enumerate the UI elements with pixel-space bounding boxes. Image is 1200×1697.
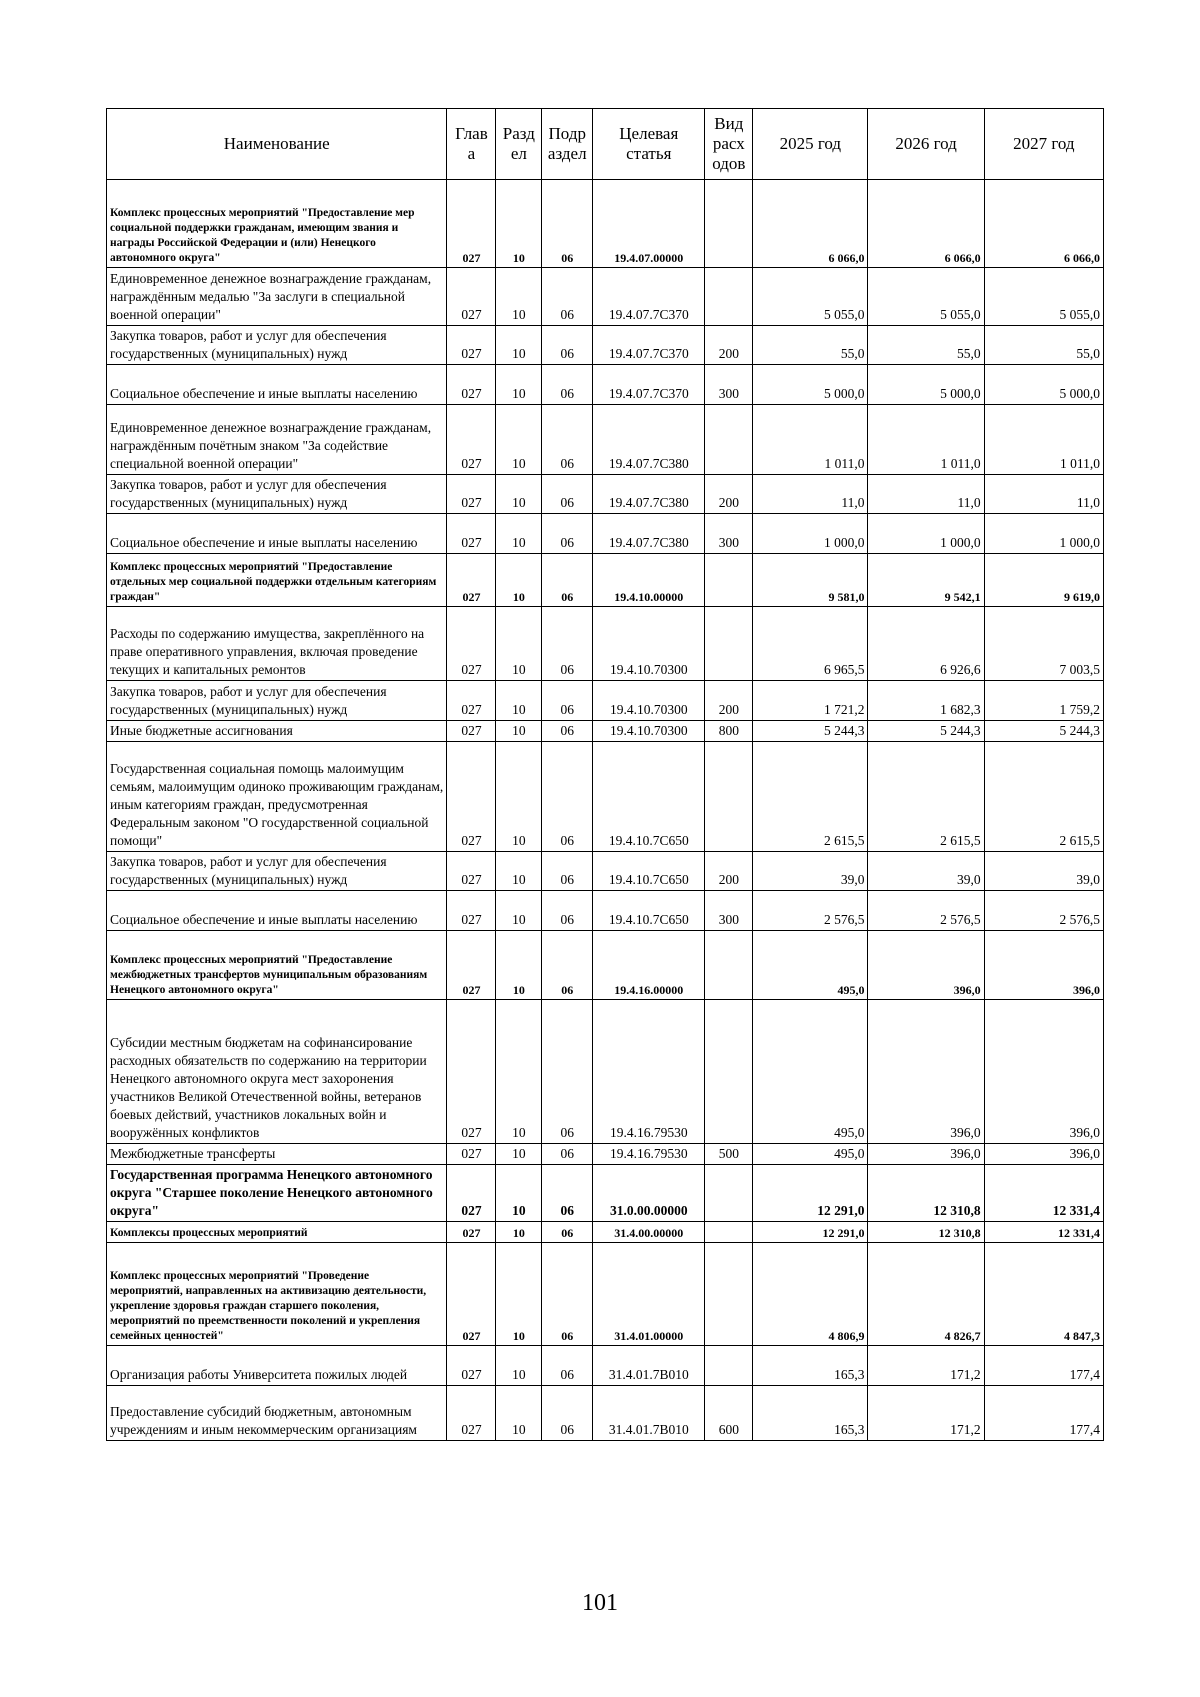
header-row xyxy=(107,109,1104,180)
cell-podrazdel: 06 xyxy=(542,891,593,931)
cell-podrazdel: 06 xyxy=(542,852,593,891)
cell-glava: 027 xyxy=(447,1346,496,1386)
cell-name: Закупка товаров, работ и услуг для обеспечения государственных (муниципальных) нужд xyxy=(107,326,447,365)
header-vid: Вид расх одов xyxy=(705,109,753,180)
cell-vid xyxy=(705,931,753,1000)
cell-2027: 1 000,0 xyxy=(984,514,1103,554)
cell-razdel: 10 xyxy=(496,1222,542,1243)
cell-razdel: 10 xyxy=(496,1165,542,1222)
cell-podrazdel: 06 xyxy=(542,326,593,365)
table-row xyxy=(107,931,1104,1000)
cell-2025: 495,0 xyxy=(753,931,868,1000)
cell-2025: 5 244,3 xyxy=(753,721,868,742)
cell-razdel: 10 xyxy=(496,931,542,1000)
cell-name: Комплекс процессных мероприятий "Проведение мероприятий, направленных на активизацию деятельности, укрепление здоровья граждан старшего поколения, мероприятий по преемственности поколений и укрепления семейных ценностей" xyxy=(107,1243,447,1346)
cell-glava: 027 xyxy=(447,1144,496,1165)
table-row xyxy=(107,475,1104,514)
cell-2025: 2 615,5 xyxy=(753,742,868,852)
cell-podrazdel: 06 xyxy=(542,1165,593,1222)
cell-glava: 027 xyxy=(447,326,496,365)
cell-2025: 6 965,5 xyxy=(753,607,868,681)
cell-razdel: 10 xyxy=(496,1243,542,1346)
cell-glava: 027 xyxy=(447,1243,496,1346)
cell-2026: 12 310,8 xyxy=(868,1222,984,1243)
cell-name: Комплексы процессных мероприятий xyxy=(107,1222,447,1243)
cell-2026: 2 615,5 xyxy=(868,742,984,852)
cell-vid xyxy=(705,1222,753,1243)
cell-podrazdel: 06 xyxy=(542,721,593,742)
table-row xyxy=(107,365,1104,405)
header-podrazdel: Подр аздел xyxy=(542,109,593,180)
cell-razdel: 10 xyxy=(496,852,542,891)
cell-celevaya: 19.4.07.00000 xyxy=(593,180,705,268)
cell-name: Закупка товаров, работ и услуг для обеспечения государственных (муниципальных) нужд xyxy=(107,852,447,891)
cell-2026: 1 000,0 xyxy=(868,514,984,554)
cell-2027: 12 331,4 xyxy=(984,1222,1103,1243)
cell-celevaya: 19.4.07.7С380 xyxy=(593,514,705,554)
cell-glava: 027 xyxy=(447,681,496,721)
cell-2027: 39,0 xyxy=(984,852,1103,891)
cell-name: Социальное обеспечение и иные выплаты населению xyxy=(107,365,447,405)
cell-celevaya: 19.4.16.79530 xyxy=(593,1000,705,1144)
cell-podrazdel: 06 xyxy=(542,607,593,681)
cell-celevaya: 19.4.07.7С380 xyxy=(593,475,705,514)
cell-podrazdel: 06 xyxy=(542,1346,593,1386)
table-row xyxy=(107,852,1104,891)
header-celevaya: Целевая статья xyxy=(593,109,705,180)
cell-podrazdel: 06 xyxy=(542,554,593,607)
cell-vid: 200 xyxy=(705,326,753,365)
header-2025: 2025 год xyxy=(753,109,868,180)
cell-vid: 300 xyxy=(705,365,753,405)
cell-name: Субсидии местным бюджетам на софинансирование расходных обязательств по содержанию на территории Ненецкого автономного округа мест захоронения участников Великой Отечественной войны, ветеранов боевых действий, участников локальных войн и вооружённых конфликтов xyxy=(107,1000,447,1144)
cell-celevaya: 31.4.01.00000 xyxy=(593,1243,705,1346)
cell-vid: 300 xyxy=(705,891,753,931)
cell-2025: 5 000,0 xyxy=(753,365,868,405)
cell-2025: 165,3 xyxy=(753,1346,868,1386)
table-row xyxy=(107,1243,1104,1346)
cell-2025: 4 806,9 xyxy=(753,1243,868,1346)
cell-2027: 5 000,0 xyxy=(984,365,1103,405)
cell-2027: 177,4 xyxy=(984,1346,1103,1386)
cell-razdel: 10 xyxy=(496,268,542,326)
cell-2026: 6 926,6 xyxy=(868,607,984,681)
cell-2025: 6 066,0 xyxy=(753,180,868,268)
cell-celevaya: 19.4.07.7С370 xyxy=(593,326,705,365)
cell-celevaya: 19.4.10.7С650 xyxy=(593,742,705,852)
cell-2025: 495,0 xyxy=(753,1144,868,1165)
table-row xyxy=(107,268,1104,326)
cell-vid xyxy=(705,405,753,475)
cell-name: Социальное обеспечение и иные выплаты населению xyxy=(107,891,447,931)
table-row xyxy=(107,405,1104,475)
cell-2027: 4 847,3 xyxy=(984,1243,1103,1346)
cell-celevaya: 19.4.07.7С370 xyxy=(593,268,705,326)
header-2027: 2027 год xyxy=(984,109,1103,180)
cell-glava: 027 xyxy=(447,475,496,514)
cell-2025: 12 291,0 xyxy=(753,1222,868,1243)
table-row xyxy=(107,1386,1104,1441)
cell-celevaya: 19.4.10.70300 xyxy=(593,721,705,742)
cell-celevaya: 19.4.07.7С380 xyxy=(593,405,705,475)
cell-2026: 1 682,3 xyxy=(868,681,984,721)
cell-vid xyxy=(705,607,753,681)
cell-podrazdel: 06 xyxy=(542,931,593,1000)
cell-celevaya: 31.4.00.00000 xyxy=(593,1222,705,1243)
cell-vid xyxy=(705,742,753,852)
cell-podrazdel: 06 xyxy=(542,1222,593,1243)
cell-glava: 027 xyxy=(447,1165,496,1222)
cell-2025: 9 581,0 xyxy=(753,554,868,607)
cell-2026: 171,2 xyxy=(868,1346,984,1386)
cell-name: Межбюджетные трансферты xyxy=(107,1144,447,1165)
cell-glava: 027 xyxy=(447,891,496,931)
cell-2026: 396,0 xyxy=(868,1144,984,1165)
cell-podrazdel: 06 xyxy=(542,681,593,721)
cell-glava: 027 xyxy=(447,268,496,326)
cell-podrazdel: 06 xyxy=(542,268,593,326)
header-glava: Глав а xyxy=(447,109,496,180)
cell-glava: 027 xyxy=(447,180,496,268)
cell-name: Единовременное денежное вознаграждение гражданам, награждённым медалью "За заслуги в специальной военной операции" xyxy=(107,268,447,326)
cell-vid xyxy=(705,180,753,268)
cell-vid: 200 xyxy=(705,852,753,891)
cell-2026: 39,0 xyxy=(868,852,984,891)
table-row xyxy=(107,514,1104,554)
cell-2026: 12 310,8 xyxy=(868,1165,984,1222)
cell-2026: 5 244,3 xyxy=(868,721,984,742)
table-row xyxy=(107,681,1104,721)
cell-2027: 5 244,3 xyxy=(984,721,1103,742)
cell-2026: 5 055,0 xyxy=(868,268,984,326)
cell-2026: 396,0 xyxy=(868,1000,984,1144)
table-row xyxy=(107,607,1104,681)
cell-glava: 027 xyxy=(447,742,496,852)
cell-razdel: 10 xyxy=(496,681,542,721)
cell-2027: 55,0 xyxy=(984,326,1103,365)
cell-2027: 396,0 xyxy=(984,931,1103,1000)
cell-2025: 5 055,0 xyxy=(753,268,868,326)
cell-name: Социальное обеспечение и иные выплаты населению xyxy=(107,514,447,554)
cell-2027: 2 576,5 xyxy=(984,891,1103,931)
header-name: Наименование xyxy=(107,109,447,180)
cell-celevaya: 19.4.16.00000 xyxy=(593,931,705,1000)
cell-2025: 12 291,0 xyxy=(753,1165,868,1222)
cell-2027: 396,0 xyxy=(984,1000,1103,1144)
cell-2027: 6 066,0 xyxy=(984,180,1103,268)
cell-2025: 11,0 xyxy=(753,475,868,514)
table-body xyxy=(107,180,1104,1441)
cell-glava: 027 xyxy=(447,514,496,554)
cell-name: Закупка товаров, работ и услуг для обеспечения государственных (муниципальных) нужд xyxy=(107,681,447,721)
cell-razdel: 10 xyxy=(496,405,542,475)
cell-podrazdel: 06 xyxy=(542,405,593,475)
cell-name: Единовременное денежное вознаграждение гражданам, награждённым почётным знаком "За содействие специальной военной операции" xyxy=(107,405,447,475)
cell-celevaya: 31.4.01.7В010 xyxy=(593,1386,705,1441)
cell-podrazdel: 06 xyxy=(542,742,593,852)
table-row xyxy=(107,1000,1104,1144)
cell-2025: 1 721,2 xyxy=(753,681,868,721)
cell-name: Комплекс процессных мероприятий "Предоставление межбюджетных трансфертов муниципальным образованиям Ненецкого автономного округа" xyxy=(107,931,447,1000)
cell-vid: 500 xyxy=(705,1144,753,1165)
cell-vid xyxy=(705,1243,753,1346)
cell-2027: 1 759,2 xyxy=(984,681,1103,721)
header-2026: 2026 год xyxy=(868,109,984,180)
header-razdel: Разд ел xyxy=(496,109,542,180)
cell-name: Государственная социальная помощь малоимущим семьям, малоимущим одиноко проживающим гражданам, иным категориям граждан, предусмотренная Федеральным законом "О государственной социальной помощи" xyxy=(107,742,447,852)
cell-2026: 396,0 xyxy=(868,931,984,1000)
cell-vid: 300 xyxy=(705,514,753,554)
cell-2025: 165,3 xyxy=(753,1386,868,1441)
cell-vid: 800 xyxy=(705,721,753,742)
cell-2027: 1 011,0 xyxy=(984,405,1103,475)
table-row xyxy=(107,554,1104,607)
cell-2027: 9 619,0 xyxy=(984,554,1103,607)
cell-name: Комплекс процессных мероприятий "Предоставление мер социальной поддержки гражданам, имеющим звания и награды Российской Федерации и (или) Ненецкого автономного округа" xyxy=(107,180,447,268)
cell-vid: 600 xyxy=(705,1386,753,1441)
cell-razdel: 10 xyxy=(496,475,542,514)
cell-2026: 2 576,5 xyxy=(868,891,984,931)
cell-2026: 5 000,0 xyxy=(868,365,984,405)
cell-celevaya: 31.0.00.00000 xyxy=(593,1165,705,1222)
cell-2025: 1 011,0 xyxy=(753,405,868,475)
cell-2027: 7 003,5 xyxy=(984,607,1103,681)
cell-podrazdel: 06 xyxy=(542,1243,593,1346)
cell-razdel: 10 xyxy=(496,365,542,405)
cell-2026: 1 011,0 xyxy=(868,405,984,475)
cell-podrazdel: 06 xyxy=(542,514,593,554)
cell-vid xyxy=(705,1000,753,1144)
cell-name: Расходы по содержанию имущества, закреплённого на праве оперативного управления, включая проведение текущих и капитальных ремонтов xyxy=(107,607,447,681)
cell-2027: 2 615,5 xyxy=(984,742,1103,852)
cell-razdel: 10 xyxy=(496,1144,542,1165)
cell-name: Государственная программа Ненецкого автономного округа "Старшее поколение Ненецкого автономного округа" xyxy=(107,1165,447,1222)
cell-vid: 200 xyxy=(705,681,753,721)
cell-vid xyxy=(705,554,753,607)
cell-glava: 027 xyxy=(447,1222,496,1243)
cell-2026: 11,0 xyxy=(868,475,984,514)
cell-2026: 9 542,1 xyxy=(868,554,984,607)
budget-table xyxy=(106,108,1104,1441)
page-number: 101 xyxy=(582,1590,618,1616)
cell-2025: 2 576,5 xyxy=(753,891,868,931)
cell-razdel: 10 xyxy=(496,326,542,365)
cell-name: Предоставление субсидий бюджетным, автономным учреждениям и иным некоммерческим организациям xyxy=(107,1386,447,1441)
table-row xyxy=(107,891,1104,931)
cell-razdel: 10 xyxy=(496,1346,542,1386)
cell-name: Закупка товаров, работ и услуг для обеспечения государственных (муниципальных) нужд xyxy=(107,475,447,514)
cell-razdel: 10 xyxy=(496,607,542,681)
cell-name: Иные бюджетные ассигнования xyxy=(107,721,447,742)
cell-name: Комплекс процессных мероприятий "Предоставление отдельных мер социальной поддержки отдельным категориям граждан" xyxy=(107,554,447,607)
cell-podrazdel: 06 xyxy=(542,1144,593,1165)
cell-glava: 027 xyxy=(447,1386,496,1441)
cell-2026: 55,0 xyxy=(868,326,984,365)
cell-podrazdel: 06 xyxy=(542,1000,593,1144)
cell-name: Организация работы Университета пожилых людей xyxy=(107,1346,447,1386)
table-row xyxy=(107,1346,1104,1386)
cell-glava: 027 xyxy=(447,721,496,742)
cell-razdel: 10 xyxy=(496,721,542,742)
cell-2026: 171,2 xyxy=(868,1386,984,1441)
cell-razdel: 10 xyxy=(496,180,542,268)
cell-glava: 027 xyxy=(447,852,496,891)
cell-2025: 1 000,0 xyxy=(753,514,868,554)
cell-2027: 12 331,4 xyxy=(984,1165,1103,1222)
cell-2027: 5 055,0 xyxy=(984,268,1103,326)
table-row xyxy=(107,1222,1104,1243)
cell-2027: 11,0 xyxy=(984,475,1103,514)
cell-podrazdel: 06 xyxy=(542,180,593,268)
cell-celevaya: 19.4.10.7С650 xyxy=(593,891,705,931)
cell-glava: 027 xyxy=(447,405,496,475)
cell-glava: 027 xyxy=(447,931,496,1000)
cell-celevaya: 19.4.10.7С650 xyxy=(593,852,705,891)
table-row xyxy=(107,742,1104,852)
cell-2026: 4 826,7 xyxy=(868,1243,984,1346)
cell-glava: 027 xyxy=(447,607,496,681)
cell-razdel: 10 xyxy=(496,514,542,554)
table-row xyxy=(107,1144,1104,1165)
cell-podrazdel: 06 xyxy=(542,1386,593,1441)
cell-vid xyxy=(705,268,753,326)
cell-glava: 027 xyxy=(447,1000,496,1144)
cell-2027: 396,0 xyxy=(984,1144,1103,1165)
cell-razdel: 10 xyxy=(496,1000,542,1144)
cell-2027: 177,4 xyxy=(984,1386,1103,1441)
cell-razdel: 10 xyxy=(496,1386,542,1441)
cell-celevaya: 19.4.07.7С370 xyxy=(593,365,705,405)
cell-razdel: 10 xyxy=(496,891,542,931)
cell-2026: 6 066,0 xyxy=(868,180,984,268)
cell-podrazdel: 06 xyxy=(542,475,593,514)
cell-2025: 39,0 xyxy=(753,852,868,891)
cell-razdel: 10 xyxy=(496,742,542,852)
table-row xyxy=(107,326,1104,365)
cell-glava: 027 xyxy=(447,554,496,607)
cell-2025: 495,0 xyxy=(753,1000,868,1144)
cell-vid xyxy=(705,1165,753,1222)
cell-razdel: 10 xyxy=(496,554,542,607)
cell-vid: 200 xyxy=(705,475,753,514)
cell-celevaya: 19.4.10.70300 xyxy=(593,681,705,721)
cell-celevaya: 19.4.16.79530 xyxy=(593,1144,705,1165)
table-row xyxy=(107,180,1104,268)
cell-celevaya: 19.4.10.70300 xyxy=(593,607,705,681)
table-row xyxy=(107,721,1104,742)
cell-podrazdel: 06 xyxy=(542,365,593,405)
cell-celevaya: 19.4.10.00000 xyxy=(593,554,705,607)
cell-2025: 55,0 xyxy=(753,326,868,365)
cell-vid xyxy=(705,1346,753,1386)
cell-celevaya: 31.4.01.7В010 xyxy=(593,1346,705,1386)
table-row xyxy=(107,1165,1104,1222)
cell-glava: 027 xyxy=(447,365,496,405)
